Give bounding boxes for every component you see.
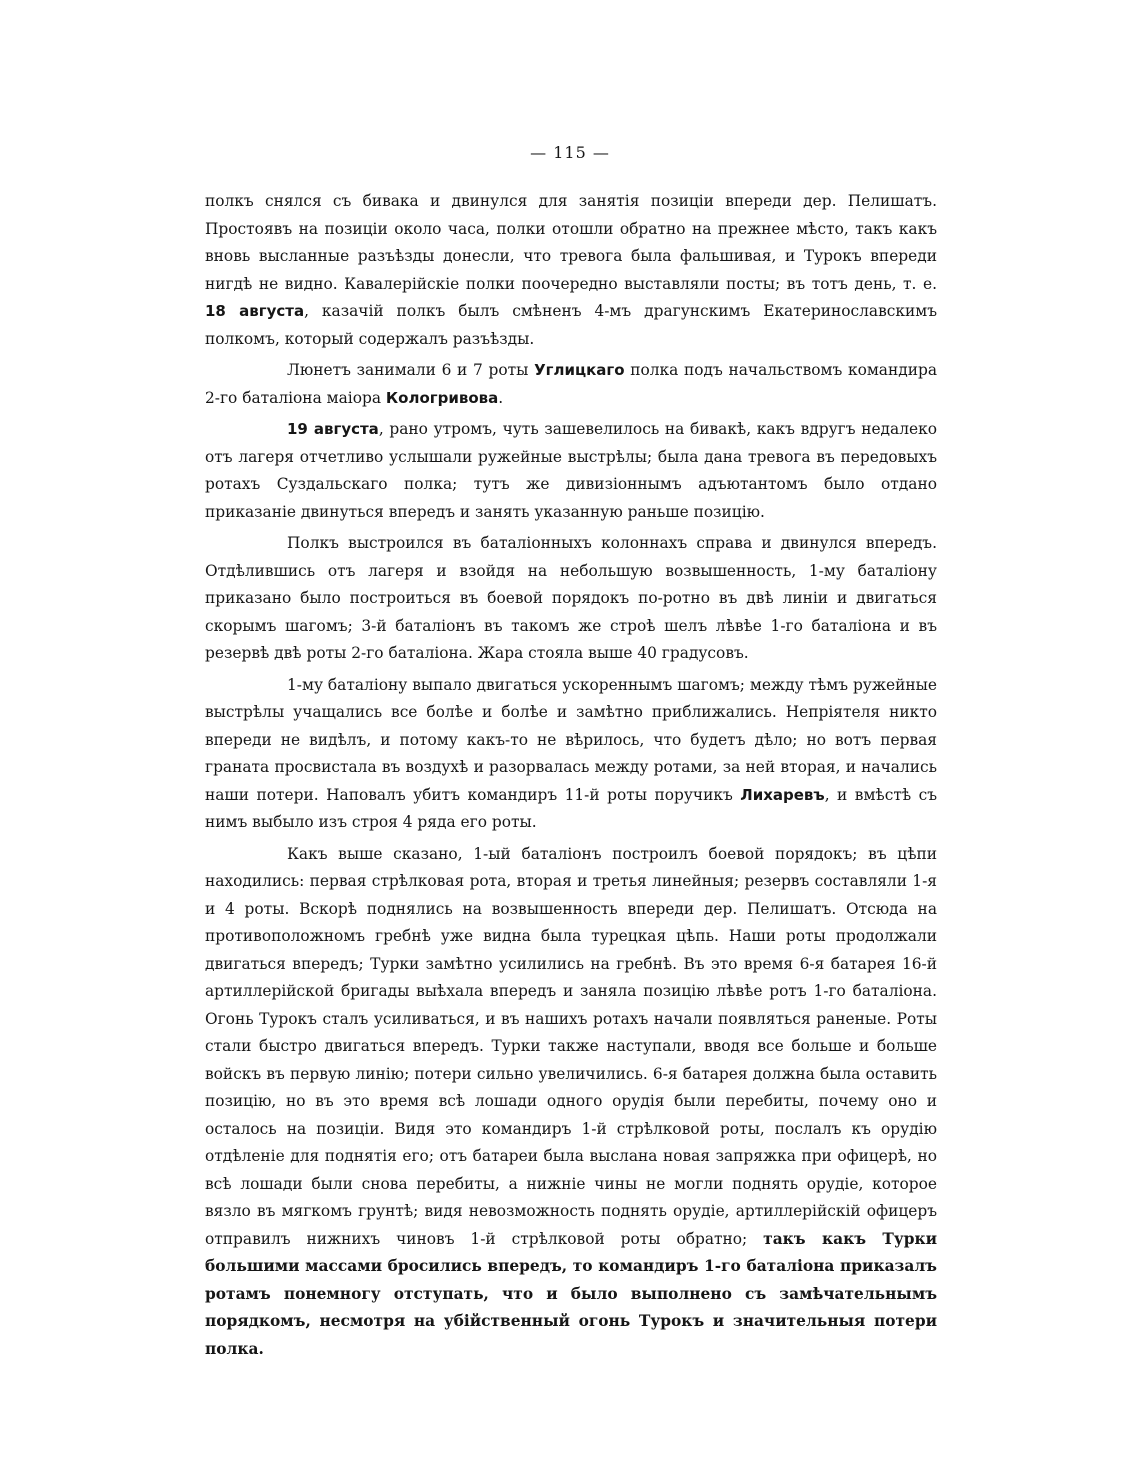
paragraph [205, 416, 937, 526]
text-run: , рано утромъ, чуть зашевелилось на бивакѣ, какъ вдругъ недалеко отъ лагеря отчетливо услышали ружейные выстрѣлы; была дана тревога въ передовыхъ ротахъ Суздальскаго полка; тутъ же дивизіоннымъ адъютантомъ было отдано приказаніе двинуться впередъ и занять указанную раньше позицію. [205, 420, 937, 521]
page-number: — 115 — [530, 143, 610, 162]
text-run: Люнетъ занимали 6 и 7 роты [287, 361, 535, 379]
paragraph [205, 841, 937, 1364]
text-run: 1-му баталіону выпало двигаться ускореннымъ шагомъ; между тѣмъ ружейные выстрѣлы учащались все болѣе и болѣе и замѣтно приближались. Непріятеля никто впереди не видѣлъ, и потому какъ-то не вѣрилось, что будетъ дѣло; но вотъ первая граната просвистала въ воздухѣ и разорвалась между ротами, за ней вторая, и начались наши потери. Наповалъ убитъ командиръ 11-й роты поручикъ [205, 675, 938, 804]
person-name: Лихаревъ [740, 785, 825, 804]
person-name: Кологривова [385, 388, 499, 407]
paragraph [205, 530, 937, 668]
date-emphasis: 19 августа [287, 420, 379, 438]
bold-text-run: такъ какъ Турки большими массами бросились впередъ, то командиръ 1-го баталіона приказалъ ротамъ понемногу отступать, что и было выполнено съ замѣчательнымъ порядкомъ, несмотря на убійственный огонь Турокъ и значительныя потери полка. [205, 1229, 937, 1358]
text-run: Полкъ выстроился въ баталіонныхъ колоннахъ справа и двинулся впередъ. Отдѣлившись отъ лагеря и взойдя на небольшую возвышенность, 1-му баталіону приказано было построиться въ боевой порядокъ по-ротно въ двѣ линіи и двигаться скорымъ шагомъ; 3-й баталіонъ въ такомъ же строѣ шелъ лѣвѣе 1-го баталіона и въ резервѣ двѣ роты 2-го баталіона. Жара стояла выше 40 градусовъ. [205, 534, 937, 662]
text-run: , казачій полкъ былъ смѣненъ 4-мъ драгунскимъ Екатеринославскимъ полкомъ, который содержалъ разъѣзды. [205, 302, 937, 348]
text-run: полка подъ начальствомъ командира 2-го баталіона маіора [205, 361, 938, 407]
text-run: , и вмѣстѣ съ нимъ выбыло изъ строя 4 ряда его роты. [205, 785, 938, 831]
text-run: . [498, 388, 504, 407]
date-emphasis: 18 августа [205, 302, 305, 320]
text-run: Какъ выше сказано, 1-ый баталіонъ построилъ боевой порядокъ; въ цѣпи находились: первая стрѣлковая рота, вторая и третья линейныя; резервъ составляли 1-я и 4 роты. Вскорѣ поднялись на возвышенность впереди дер. Пелишатъ. Отсюда на противоположномъ гребнѣ уже видна была турецкая цѣпь. Наши роты продолжали двигаться впередъ; Турки замѣтно усилились на гребнѣ. Въ это время 6-я батарея 16-й артиллерійской бригады выѣхала впередъ и заняла позицію лѣвѣе ротъ 1-го баталіона. Огонь Турокъ сталъ усиливаться, и въ нашихъ ротахъ начали появляться раненые. Роты стали быстро двигаться впередъ. Турки также наступали, вводя все больше и больше войскъ въ первую линію; потери сильно увеличились. 6-я батарея должна была оставить позицію, но въ это время всѣ лошади одного орудія были перебиты, почему оно и осталось на позиціи. Видя это командиръ 1-й стрѣлковой роты, послалъ къ орудію отдѣленіе для поднятія его; отъ батареи была выслана новая запряжка при офицерѣ, но всѣ лошади были снова перебиты, а нижніе чины не могли поднять орудіе, которое вязло въ мягкомъ грунтѣ; видя невозможность поднять орудіе, артиллерійскій офицеръ отправилъ нижнихъ чиновъ 1-й стрѣлковой роты обратно; [205, 844, 937, 1248]
paragraph [205, 357, 937, 412]
paragraph [205, 672, 937, 837]
paragraph [205, 188, 937, 353]
body-text [205, 188, 937, 1367]
regiment-name: Углицкаго [534, 361, 625, 379]
text-run: полкъ снялся съ бивака и двинулся для занятія позиціи впереди дер. Пелишатъ. Простоявъ на позиціи около часа, полки отошли обратно на прежнее мѣсто, такъ какъ вновь высланные разъѣзды донесли, что тревога была фальшивая, и Турокъ впереди нигдѣ не видно. Кавалерійскіе полки поочередно выставляли посты; въ тотъ день, т. е. [205, 192, 937, 293]
